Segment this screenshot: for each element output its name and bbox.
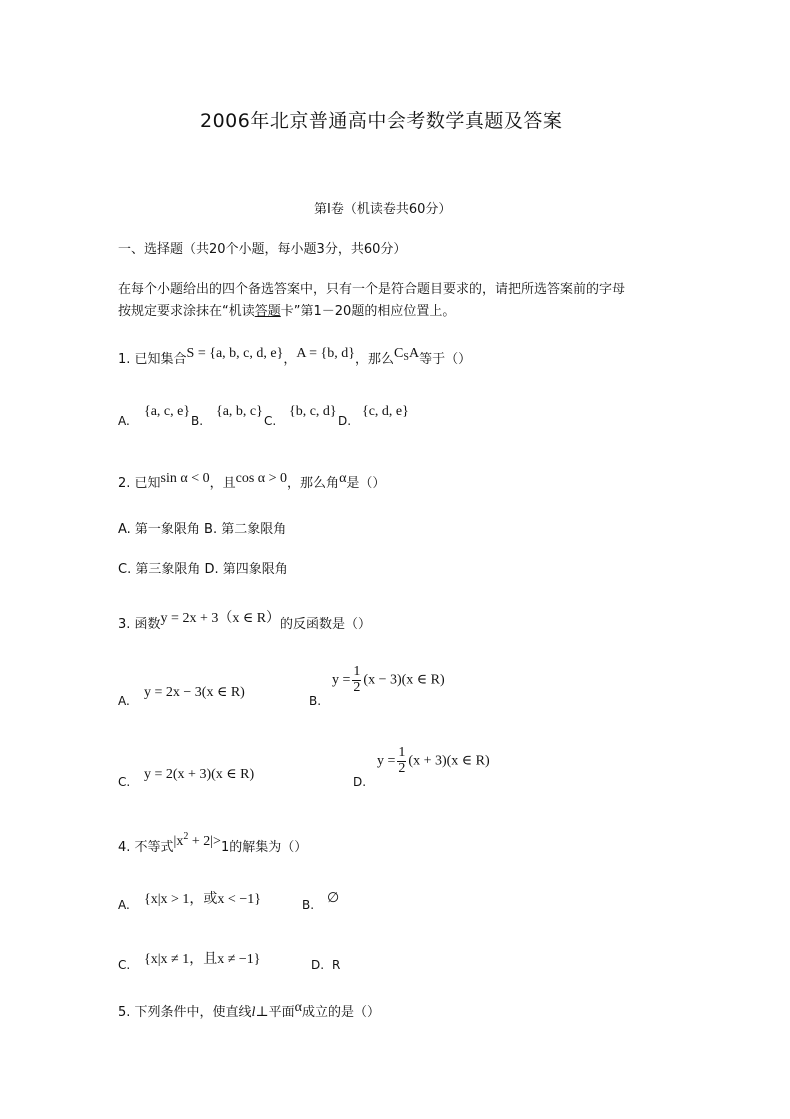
q3-func: y = 2x + 3（x ∈ R） — [160, 611, 281, 626]
q4-ineq-sup: 2 — [183, 831, 189, 842]
q1-suffix: 等于（） — [419, 352, 472, 367]
q5-line-l: l — [251, 1005, 256, 1020]
q1-a: A — [408, 346, 420, 361]
q4-option-d-label: D. — [311, 958, 325, 972]
q2-mid: ，且 — [209, 476, 236, 491]
q4-ineq-a: |x — [173, 834, 184, 849]
instructions-text-a: 按规定要求涂抹在“机读 — [118, 304, 255, 319]
q3-d-num: 1 — [398, 745, 406, 760]
page-title: 2006年北京普通高中会考数学真题及答案 — [200, 110, 563, 132]
q2-options-cd: C. 第三象限角 D. 第四象限角 — [118, 562, 288, 577]
q3-d-den: 2 — [398, 760, 406, 776]
q3-b-num: 1 — [353, 664, 361, 679]
q2-suffix-b: 是（） — [346, 476, 386, 491]
q4-option-c: {x|x ≠ 1，且x ≠ −1} — [144, 952, 261, 967]
q1-option-a-label: A. — [118, 414, 130, 428]
q3-b-pre: y = — [332, 672, 351, 688]
q1-sep: ， — [283, 352, 297, 367]
q3-option-d-label: D. — [353, 775, 367, 789]
q4-option-d: R — [332, 958, 341, 972]
q1-option-a: {a, c, e} — [144, 404, 191, 419]
q3-suffix: 的反函数是（） — [280, 617, 372, 632]
question-4 — [118, 831, 308, 856]
q1-option-d-label: D. — [338, 414, 352, 428]
instructions-line-2 — [118, 300, 455, 319]
q1-option-d: {c, d, e} — [362, 404, 409, 419]
question-2 — [118, 472, 385, 492]
q5-suffix: 成立的是（） — [301, 1005, 380, 1020]
q5-mid: 平面 — [268, 1005, 295, 1020]
q1-prefix: 1. 已知集合 — [118, 352, 187, 367]
instructions-underlined: 答题 — [254, 304, 281, 319]
q3-option-c: y = 2(x + 3)(x ∈ R) — [144, 767, 255, 782]
q1-c: C — [394, 346, 404, 361]
q1-option-b: {a, b, c} — [216, 404, 263, 419]
q4-option-b-label: B. — [302, 898, 315, 912]
q1-set-s: S = {a, b, c, d, e} — [186, 346, 284, 361]
q4-option-b: ∅ — [327, 891, 340, 906]
q3-option-b-label: B. — [309, 694, 322, 708]
q3-d-fraction — [397, 746, 406, 776]
q4-option-a: {x|x > 1，或x < −1} — [144, 892, 261, 907]
q3-option-c-label: C. — [118, 775, 131, 789]
q5-alpha: α — [294, 1000, 302, 1015]
part-title: 一、选择题（共20个小题，每小题3分，共60分） — [118, 242, 407, 257]
instructions-text-b: 卡”第1－20题的相应位置上。 — [280, 304, 456, 319]
q4-inequality — [173, 831, 221, 849]
question-1 — [118, 348, 471, 368]
q3-prefix: 3. 函数 — [118, 617, 161, 632]
q3-option-d — [377, 746, 490, 776]
q2-alpha: α — [339, 471, 347, 486]
q4-prefix: 4. 不等式 — [118, 840, 174, 855]
q3-option-a: y = 2x − 3(x ∈ R) — [144, 685, 245, 700]
q3-b-den: 2 — [353, 679, 361, 695]
q1-mid: ，那么 — [355, 352, 395, 367]
q2-prefix: 2. 已知 — [118, 476, 161, 491]
q2-suffix-a: ，那么角 — [287, 476, 340, 491]
q1-set-a: A = {b, d} — [296, 346, 356, 361]
q4-suffix: 的解集为（） — [229, 840, 308, 855]
q2-cond2: cos α > 0 — [235, 471, 288, 486]
q1-option-c: {b, c, d} — [289, 404, 337, 419]
q2-options-ab: A. 第一象限角 B. 第二象限角 — [118, 522, 287, 537]
q3-option-b — [332, 665, 445, 695]
q3-b-fraction — [352, 665, 361, 695]
question-3 — [118, 613, 371, 633]
q3-d-pre: y = — [377, 753, 396, 769]
q3-d-post: (x + 3)(x ∈ R) — [408, 753, 490, 769]
section-header: 第Ⅰ卷（机读卷共60分） — [314, 202, 452, 217]
q2-cond1: sin α < 0 — [160, 471, 210, 486]
q1-complement — [394, 346, 419, 361]
q1-option-c-label: C. — [264, 414, 277, 428]
q1-option-b-label: B. — [191, 414, 204, 428]
q3-option-a-label: A. — [118, 694, 130, 708]
q4-option-a-label: A. — [118, 898, 130, 912]
q4-ineq-c: 1 — [220, 840, 230, 855]
q1-c-sub: S — [403, 352, 409, 363]
q4-option-c-label: C. — [118, 958, 131, 972]
q5-prefix: 5. 下列条件中，使直线 — [118, 1005, 252, 1020]
q4-ineq-b: + 2|> — [188, 834, 221, 849]
q5-perp: ⊥ — [255, 1005, 269, 1020]
question-5 — [118, 1001, 380, 1021]
instructions-line-1: 在每个小题给出的四个备选答案中，只有一个是符合题目要求的，请把所选答案前的字母 — [118, 282, 626, 297]
q3-b-post: (x − 3)(x ∈ R) — [363, 672, 445, 688]
